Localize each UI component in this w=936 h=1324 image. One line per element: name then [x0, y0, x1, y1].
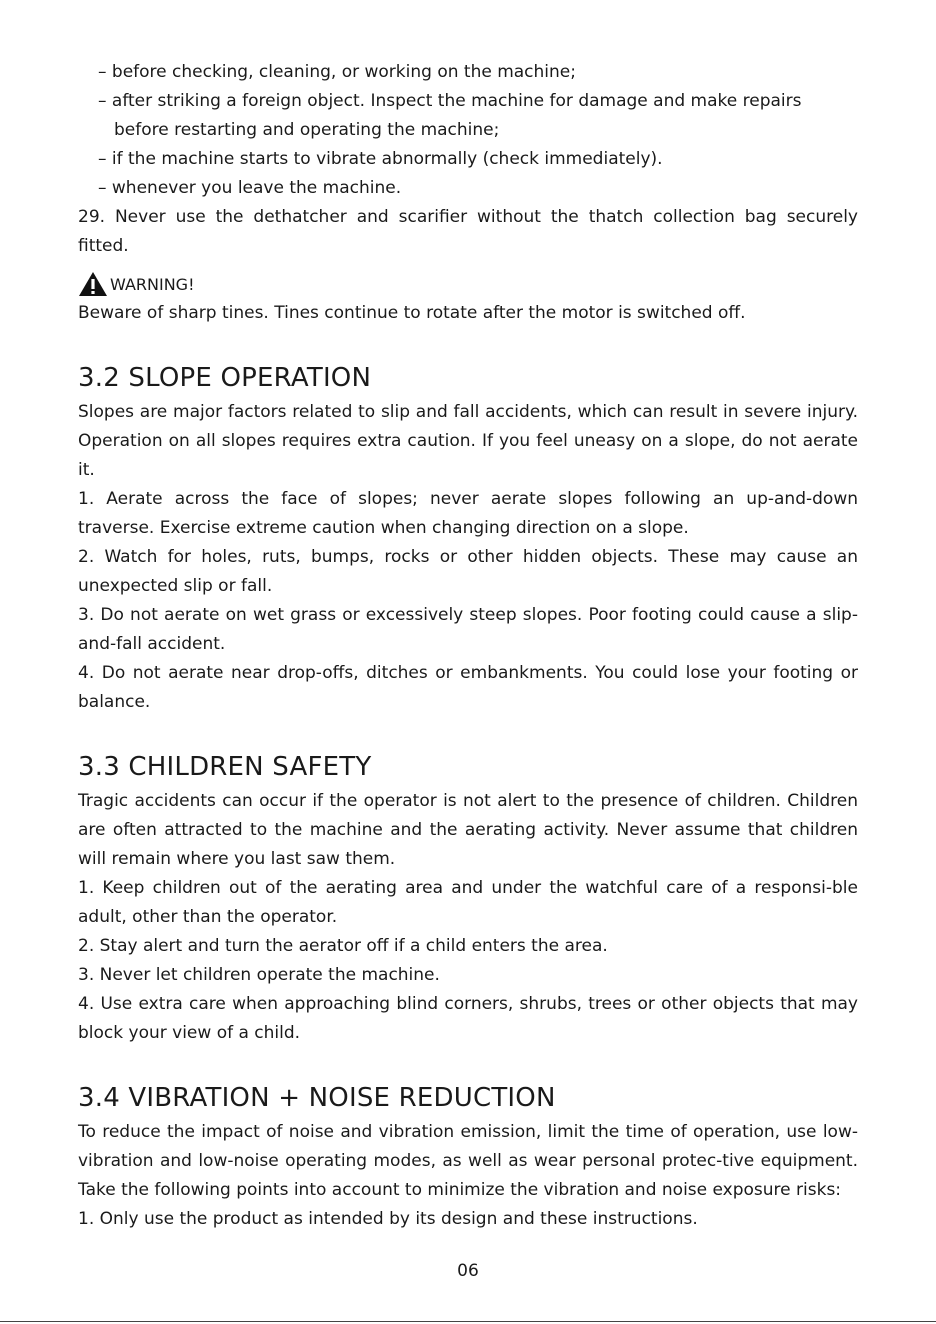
- paragraph: Slopes are major factors related to slip and fall accidents, which can result in severe injury. Operation on all slopes requires extra caution. If you feel uneasy on a slope, do not aerate it.: [78, 402, 858, 480]
- paragraph: 2. Watch for holes, ruts, bumps, rocks or other hidden objects. These may cause an unexpected slip or fall.: [78, 547, 858, 596]
- list-item: – whenever you leave the machine.: [98, 178, 402, 198]
- list-item: – if the machine starts to vibrate abnormally (check immediately).: [98, 149, 663, 169]
- paragraph: 2. Stay alert and turn the aerator off if a child enters the area.: [78, 936, 608, 956]
- paragraph: 1. Aerate across the face of slopes; never aerate slopes following an up-and-down traverse. Exercise extreme caution when changing direction on a slope.: [78, 489, 858, 538]
- bottom-rule: [0, 1321, 936, 1322]
- page-number: 06: [457, 1261, 479, 1281]
- paragraph: 4. Do not aerate near drop-offs, ditches or embankments. You could lose your footing or balance.: [78, 663, 858, 712]
- list-item: – after striking a foreign object. Inspect the machine for damage and make repairs before restarting and operating the machine;: [98, 91, 802, 140]
- warning-title: WARNING!: [110, 274, 195, 294]
- list-item: – before checking, cleaning, or working on the machine;: [98, 62, 576, 82]
- section-heading-slope: 3.2 SLOPE OPERATION: [78, 363, 372, 393]
- paragraph: To reduce the impact of noise and vibration emission, limit the time of operation, use low-vibration and low-noise operating modes, as well as wear personal protec-tive equipment. Take the following points into account to minimize the vibration and noise exposure risks:: [78, 1122, 858, 1200]
- paragraph: 1. Keep children out of the aerating area and under the watchful care of a responsi-ble adult, other than the operator.: [78, 878, 858, 927]
- section-heading-vibration: 3.4 VIBRATION + NOISE REDUCTION: [78, 1083, 556, 1113]
- section-heading-children: 3.3 CHILDREN SAFETY: [78, 752, 372, 782]
- paragraph: 3. Never let children operate the machine.: [78, 965, 440, 985]
- safety-item-29: 29. Never use the dethatcher and scarifier without the thatch collection bag securely fitted.: [78, 207, 858, 256]
- paragraph: 3. Do not aerate on wet grass or excessively steep slopes. Poor footing could cause a slip-and-fall accident.: [78, 605, 858, 654]
- manual-page: [78, 58, 858, 1234]
- warning-triangle-icon: [78, 271, 108, 297]
- paragraph: Tragic accidents can occur if the operator is not alert to the presence of children. Children are often attracted to the machine and the aerating activity. Never assume that children will remain where you last saw them.: [78, 791, 858, 869]
- paragraph: 4. Use extra care when approaching blind corners, shrubs, trees or other objects that may block your view of a child.: [78, 994, 858, 1043]
- paragraph: 1. Only use the product as intended by its design and these instructions.: [78, 1209, 698, 1229]
- warning-label: [78, 269, 858, 299]
- warning-text: Beware of sharp tines. Tines continue to rotate after the motor is switched off.: [78, 303, 746, 323]
